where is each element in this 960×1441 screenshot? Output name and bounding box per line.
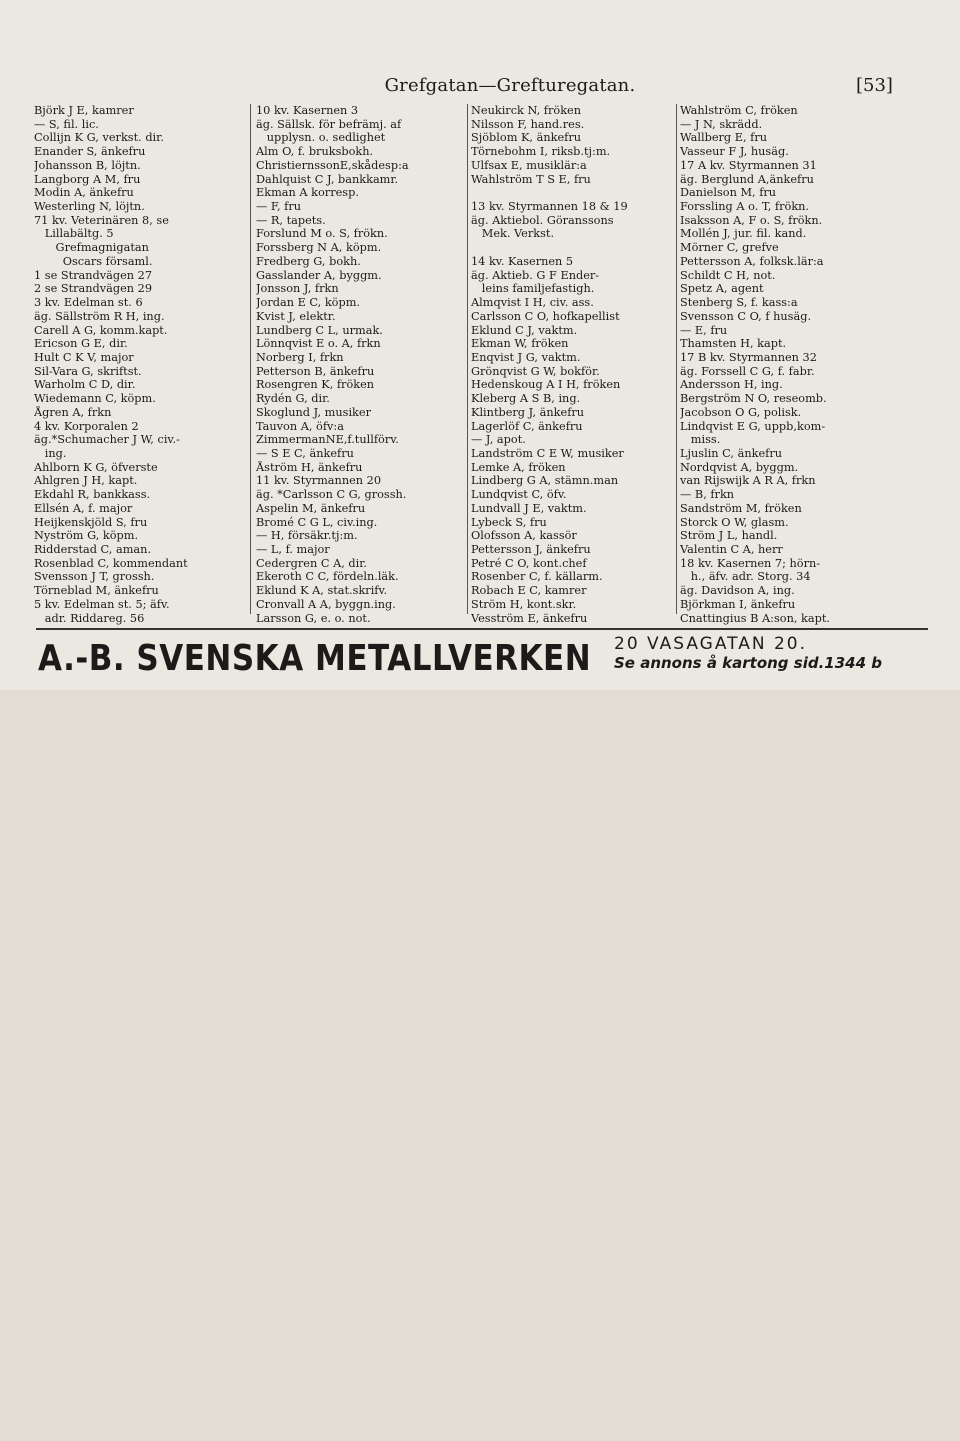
- directory-entry: Storck O W, glasm.: [680, 515, 789, 529]
- directory-entry: Vesström E, änkefru: [471, 611, 588, 625]
- directory-entry: — J, apot.: [471, 433, 526, 447]
- directory-entry: ChristiernssonE,skådesp:a: [256, 158, 409, 172]
- directory-entry: Collijn K G, verkst. dir.: [34, 131, 164, 145]
- advertisement-rule: [36, 628, 928, 630]
- directory-entry: — H, försäkr.tj:m.: [256, 529, 358, 543]
- directory-entry: Eklund C J, vaktm.: [471, 323, 578, 337]
- directory-entry: Thamsten H, kapt.: [680, 337, 787, 351]
- directory-entry: Cnattingius B A:son, kapt.: [680, 611, 830, 625]
- directory-entry: [471, 625, 673, 626]
- directory-entry: Ulfsax E, musiklär:a: [471, 158, 587, 172]
- directory-entry: Oscars församl.: [34, 254, 153, 268]
- directory-entry: [680, 625, 934, 626]
- advertisement-address: 20 VASAGATAN 20.: [614, 634, 807, 654]
- directory-entry: — S, fil. lic.: [34, 117, 99, 131]
- directory-entry: Lemke A, fröken: [471, 460, 566, 474]
- directory-entry: Pettersson J, änkefru: [471, 543, 591, 556]
- directory-entry: Ekman W, fröken: [471, 337, 569, 351]
- directory-entry: Björkman I, änkefru: [680, 597, 796, 611]
- column-divider: [467, 104, 468, 614]
- directory-entry: Landström C E W, musiker: [471, 446, 624, 460]
- directory-entry: Westerling N, löjtn.: [34, 200, 145, 214]
- directory-entry: Lillabältg. 5: [34, 227, 114, 241]
- directory-entry: [34, 625, 246, 626]
- column-divider: [250, 104, 251, 614]
- directory-entry: Ekman A korresp.: [256, 186, 359, 200]
- directory-entry: Ljuslin C, änkefru: [680, 446, 782, 460]
- directory-entry: Forssling A o. T, frökn.: [680, 200, 810, 214]
- directory-entry: 14 kv. Kasernen 5: [471, 254, 574, 268]
- directory-entry: 5 kv. Edelman st. 5; äfv.: [34, 597, 170, 611]
- directory-entry: Enqvist J G, vaktm.: [471, 350, 581, 364]
- directory-entry: Spetz A, agent: [680, 282, 764, 296]
- directory-entry: 4 kv. Korporalen 2: [34, 419, 139, 433]
- directory-column-4: [680, 104, 934, 626]
- directory-entry: äg. Forssell C G, f. fabr.: [680, 364, 815, 378]
- directory-entry: Fredberg G, bokh.: [256, 254, 361, 268]
- directory-entry: äg. Aktiebol. Göranssons: [471, 213, 614, 227]
- directory-entry: Åström H, änkefru: [256, 460, 363, 474]
- directory-entry: 10 kv. Kasernen 3: [256, 104, 359, 117]
- directory-entry: Svensson J T, grossh.: [34, 570, 155, 584]
- directory-entry: [471, 186, 673, 200]
- directory-entry: äg. *Carlsson C G, grossh.: [256, 488, 407, 502]
- directory-entry: Ström H, kont.skr.: [471, 597, 577, 611]
- directory-entry: Larsson G, e. o. not.: [256, 611, 371, 625]
- directory-entry: Stenberg S, f. kass:a: [680, 296, 798, 310]
- directory-entry: Lindberg G A, stämn.man: [471, 474, 619, 488]
- directory-entry: miss.: [680, 433, 721, 447]
- directory-entry: Björk J E, kamrer: [34, 104, 134, 117]
- directory-entry: Ekdahl R, bankkass.: [34, 488, 151, 502]
- directory-entry: Danielson M, fru: [680, 186, 777, 200]
- directory-entry: Wahlström T S E, fru: [471, 172, 591, 186]
- directory-entry: Svensson C O, f husäg.: [680, 309, 812, 323]
- directory-entry: äg. Aktieb. G F Ender-: [471, 268, 600, 282]
- directory-entry: Heijkenskjöld S, fru: [34, 515, 148, 529]
- directory-entry: äg.*Schumacher J W, civ.-: [34, 433, 180, 447]
- directory-entry: 1 se Strandvägen 27: [34, 268, 153, 282]
- directory-entry: äg. Davidson A, ing.: [680, 584, 795, 598]
- directory-entry: Ågren A, frkn: [34, 405, 112, 419]
- directory-entry: Lybeck S, fru: [471, 515, 547, 529]
- directory-column-3: [471, 104, 673, 626]
- directory-entry: 71 kv. Veterinären 8, se: [34, 213, 169, 227]
- directory-entry: Jordan E C, köpm.: [256, 296, 361, 310]
- directory-entry: Lundberg C L, urmak.: [256, 323, 383, 337]
- directory-entry: Grefmagnigatan: [34, 241, 149, 255]
- directory-entry: Norberg I, frkn: [256, 350, 344, 364]
- directory-entry: Kleberg A S B, ing.: [471, 392, 581, 406]
- directory-entry: Grönqvist G W, bokför.: [471, 364, 600, 378]
- directory-entry: Tauvon A, öfv:a: [256, 419, 344, 433]
- blank-lower-area: [0, 690, 960, 1441]
- directory-entry: Klintberg J, änkefru: [471, 405, 585, 419]
- directory-entry: Modin A, änkefru: [34, 186, 134, 200]
- directory-entry: Vasseur F J, husäg.: [680, 145, 789, 159]
- directory-entry: Wahlström C, fröken: [680, 104, 798, 117]
- directory-entry: Warholm C D, dir.: [34, 378, 136, 392]
- directory-entry: Lundvall J E, vaktm.: [471, 501, 587, 515]
- directory-entry: ZimmermanNE,f.tullförv.: [256, 433, 399, 447]
- directory-entry: 17 A kv. Styrmannen 31: [680, 158, 817, 172]
- directory-entry: Robach E C, kamrer: [471, 584, 587, 598]
- directory-entry: Skoglund J, musiker: [256, 405, 371, 419]
- directory-entry: Schildt C H, not.: [680, 268, 776, 282]
- directory-entry: Hult C K V, major: [34, 350, 134, 364]
- directory-entry: Petré C O, kont.chef: [471, 556, 587, 570]
- directory-entry: Andersson H, ing.: [680, 378, 783, 392]
- directory-entry: 13 kv. Styrmannen 18 & 19: [471, 200, 628, 214]
- directory-entry: Mollén J, jur. fil. kand.: [680, 227, 807, 241]
- directory-entry: adr. Riddareg. 56: [34, 611, 145, 625]
- directory-entry: Lindqvist E G, uppb,kom-: [680, 419, 826, 433]
- directory-entry: äg. Sällström R H, ing.: [34, 309, 165, 323]
- directory-entry: Ahlborn K G, öfverste: [34, 460, 158, 474]
- page-number: [53]: [856, 75, 893, 96]
- directory-entry: Aspelin M, änkefru: [256, 501, 366, 515]
- directory-entry: Rydén G, dir.: [256, 392, 330, 406]
- directory-entry: Almqvist I H, civ. ass.: [471, 296, 594, 310]
- advertisement-banner: [36, 634, 928, 678]
- directory-entry: Wallberg E, fru: [680, 131, 768, 145]
- directory-entry: Valentin C A, herr: [680, 543, 783, 556]
- directory-entry: Mörner C, grefve: [680, 241, 779, 255]
- directory-entry: Johansson B, löjtn.: [34, 158, 141, 172]
- directory-column-1: [34, 104, 246, 626]
- directory-entry: Rosenblad C, kommendant: [34, 556, 188, 570]
- directory-entry: Alm O, f. bruksbokh.: [256, 145, 374, 159]
- directory-entry: — L, f. major: [256, 543, 330, 556]
- directory-entry: Dahlquist C J, bankkamr.: [256, 172, 399, 186]
- directory-entry: Sandström M, fröken: [680, 501, 802, 515]
- directory-entry: Nordqvist A, byggm.: [680, 460, 799, 474]
- directory-entry: Pettersson A, folksk.lär:a: [680, 254, 824, 268]
- directory-entry: — F, fru: [256, 200, 302, 214]
- directory-entry: Olofsson A, kassör: [471, 529, 577, 543]
- directory-entry: Jacobson O G, polisk.: [680, 405, 802, 419]
- directory-entry: ing.: [34, 446, 67, 460]
- directory-entry: äg. Sällsk. för befrämj. af: [256, 117, 402, 131]
- directory-entry: — B, frkn: [680, 488, 735, 502]
- directory-entry: Gasslander A, byggm.: [256, 268, 382, 282]
- directory-entry: Ahlgren J H, kapt.: [34, 474, 138, 488]
- directory-column-2: [256, 104, 464, 626]
- directory-entry: Isaksson A, F o. S, frökn.: [680, 213, 823, 227]
- directory-entry: Sjöblom K, änkefru: [471, 131, 582, 145]
- directory-entry: Forssberg N A, köpm.: [256, 241, 382, 255]
- directory-entry: Ridderstad C, aman.: [34, 543, 152, 556]
- directory-entry: Cedergren C A, dir.: [256, 556, 367, 570]
- directory-entry: Enander S, änkefru: [34, 145, 146, 159]
- directory-entry: van Rijswijk A R A, frkn: [680, 474, 816, 488]
- directory-entry: Bromé C G L, civ.ing.: [256, 515, 378, 529]
- directory-entry: Hedenskoug A I H, fröken: [471, 378, 621, 392]
- directory-entry: Kvist J, elektr.: [256, 309, 336, 323]
- directory-entry: 18 kv. Kasernen 7; hörn-: [680, 556, 821, 570]
- directory-entry: 3 kv. Edelman st. 6: [34, 296, 143, 310]
- directory-entry: Rosenber C, f. källarm.: [471, 570, 603, 584]
- advertisement-note: Se annons å kartong sid.1344 b: [614, 654, 882, 672]
- advertisement-company: A.-B. SVENSKA METALLVERKEN: [38, 638, 592, 680]
- directory-entry: upplysn. o. sedlighet: [256, 131, 386, 145]
- directory-entry: Neukirck N, fröken: [471, 104, 582, 117]
- directory-entry: Ekeroth C C, fördeln.läk.: [256, 570, 399, 584]
- directory-entry: Nyström G, köpm.: [34, 529, 139, 543]
- directory-entry: Mek. Verkst.: [471, 227, 555, 241]
- directory-entry: Sil-Vara G, skriftst.: [34, 364, 142, 378]
- directory-entry: [256, 625, 464, 626]
- directory-entry: — E, fru: [680, 323, 728, 337]
- directory-entry: Törneblad M, änkefru: [34, 584, 159, 598]
- directory-entry: Eklund K A, stat.skrifv.: [256, 584, 388, 598]
- directory-entry: — S E C, änkefru: [256, 446, 354, 460]
- directory-entry: Nilsson F, hand.res.: [471, 117, 585, 131]
- directory-entry: Forslund M o. S, frökn.: [256, 227, 388, 241]
- directory-entry: h., äfv. adr. Storg. 34: [680, 570, 811, 584]
- directory-entry: leins familjefastigh.: [471, 282, 595, 296]
- directory-entry: Ström J L, handl.: [680, 529, 778, 543]
- directory-entry: — R, tapets.: [256, 213, 326, 227]
- directory-entry: 2 se Strandvägen 29: [34, 282, 153, 296]
- column-divider: [676, 104, 677, 614]
- directory-entry: Wiedemann C, köpm.: [34, 392, 156, 406]
- directory-entry: 11 kv. Styrmannen 20: [256, 474, 382, 488]
- directory-entry: Petterson B, änkefru: [256, 364, 375, 378]
- directory-entry: 17 B kv. Styrmannen 32: [680, 350, 817, 364]
- directory-entry: Rosengren K, fröken: [256, 378, 375, 392]
- directory-entry: [471, 241, 673, 255]
- directory-entry: Langborg A M, fru: [34, 172, 141, 186]
- directory-entry: Törnebohm I, riksb.tj:m.: [471, 145, 611, 159]
- directory-entry: Lundqvist C, öfv.: [471, 488, 567, 502]
- directory-entry: — J N, skrädd.: [680, 117, 763, 131]
- running-head: [0, 75, 960, 99]
- directory-entry: Cronvall A A, byggn.ing.: [256, 597, 396, 611]
- directory-entry: äg. Berglund A,änkefru: [680, 172, 814, 186]
- directory-entry: Ericson G E, dir.: [34, 337, 128, 351]
- directory-entry: Carell A G, komm.kapt.: [34, 323, 168, 337]
- page-title: Grefgatan—Grefturegatan.: [384, 75, 636, 96]
- directory-entry: Bergström N O, reseomb.: [680, 392, 827, 406]
- directory-entry: Lagerlöf C, änkefru: [471, 419, 583, 433]
- directory-entry: Ellsén A, f. major: [34, 501, 133, 515]
- directory-entry: Lönnqvist E o. A, frkn: [256, 337, 381, 351]
- directory-entry: Carlsson C O, hofkapellist: [471, 309, 620, 323]
- directory-entry: Jonsson J, frkn: [256, 282, 339, 296]
